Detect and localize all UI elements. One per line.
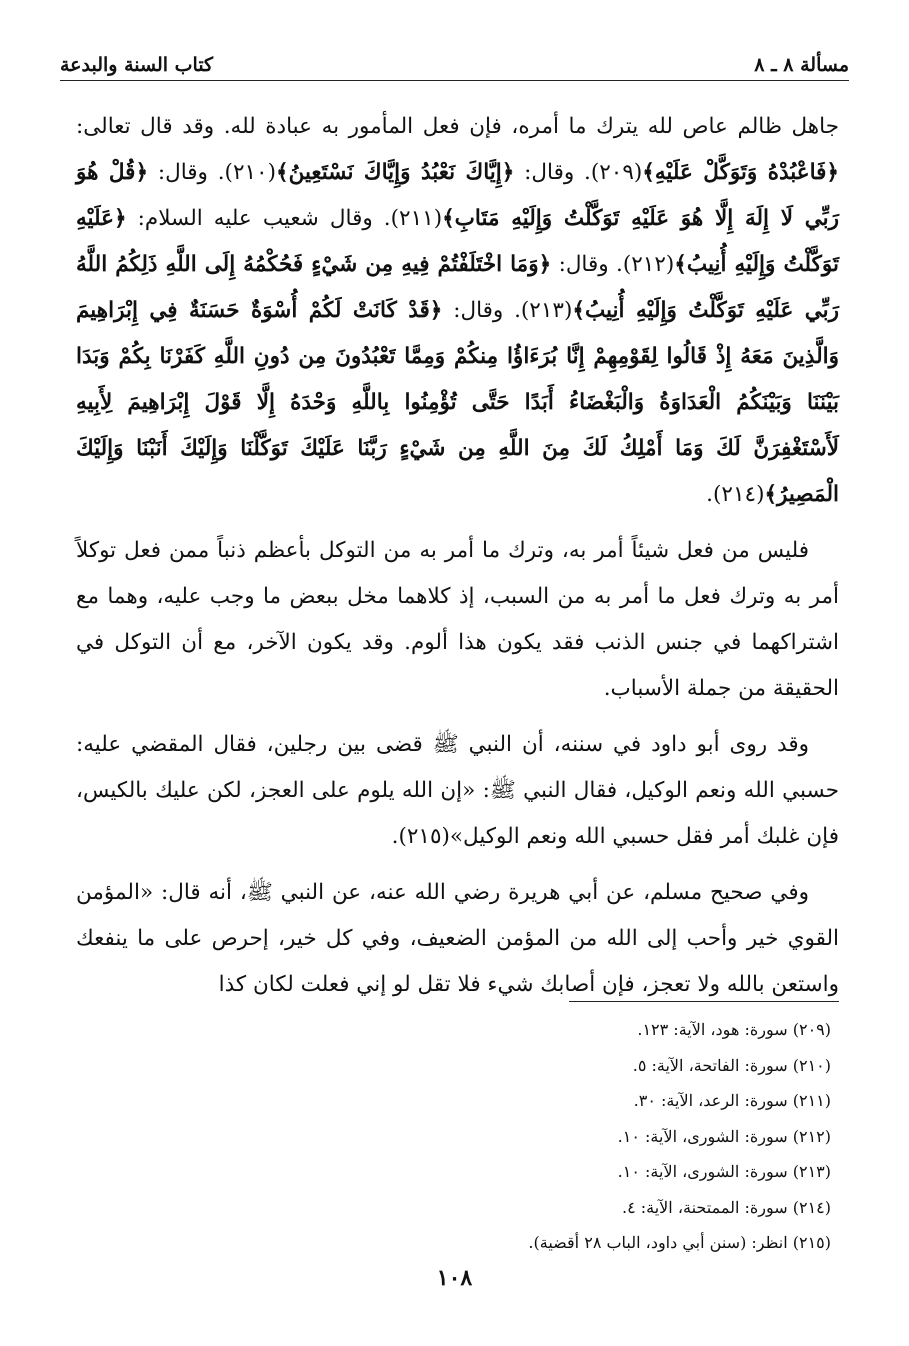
paragraph-sahih-muslim: وفي صحيح مسلم، عن أبي هريرة رضي الله عنه، عن النبي ﷺ، أنه قال: «المؤمن القوي خير وأحب إلى الله من المؤمن الضعيف، وفي كل خير، إحرص على ما ينفعك واستعن بالله ولا تعجز، فإن أصابك شيء فلا تقل لو إني فعلت لكان كذا <box>76 880 839 997</box>
footnote-213: (٢١٣) سورة: الشورى، الآية: ١٠. <box>617 1162 831 1181</box>
footnote-209: (٢٠٩) سورة: هود، الآية: ١٢٣. <box>637 1020 831 1039</box>
running-header <box>60 40 849 81</box>
prose-segment: (٢١٤). <box>706 482 765 507</box>
footnote-211: (٢١١) سورة: الرعد، الآية: ٣٠. <box>633 1091 831 1110</box>
prose-segment: (٢٠٩). وقال: <box>514 160 643 185</box>
header-section-label: مسألة ٨ ـ ٨ <box>754 54 849 76</box>
prose-segment: (٢١١). وقال شعيب عليه السلام: <box>126 206 443 231</box>
quran-verse: ﴿عَلَيْهِ تَوَكَّلْتُ وَإِلَيْهِ أُنِيبُ﴾ <box>76 206 839 277</box>
quran-verse: ﴿قَدْ كَانَتْ لَكُمْ أُسْوَةٌ حَسَنَةٌ فِي إِبْرَاهِيمَ وَالَّذِينَ مَعَهُ إِذْ قَالُوا لِقَوْمِهِمْ إِنَّا بُرَءَاؤُا مِنكُمْ وَمِمَّا تَعْبُدُونَ مِن دُونِ اللَّهِ كَفَرْنَا بِكُمْ وَبَدَا بَيْنَنَا وَبَيْنَكُمُ الْعَدَاوَةُ وَالْبَغْضَاءُ أَبَدًا حَتَّى تُؤْمِنُوا بِاللَّهِ وَحْدَهُ إِلَّا قَوْلَ إِبْرَاهِيمَ لِأَبِيهِ لَأَسْتَغْفِرَنَّ لَكَ وَمَا أَمْلِكُ لَكَ مِنَ اللَّهِ مِن شَيْءٍ رَبَّنَا عَلَيْكَ تَوَكَّلْنَا وَإِلَيْكَ أَنَبْنَا وَإِلَيْكَ الْمَصِيرُ﴾ <box>76 298 839 507</box>
main-text <box>76 104 839 1008</box>
paragraph-abu-dawud: وقد روى أبو داود في سننه، أن النبي ﷺ قضى بين رجلين، فقال المقضي عليه: حسبي الله ونعم الوكيل، فقال النبي ﷺ: «إن الله يلوم على العجز، لكن عليك بالكيس، فإن غلبك أمر فقل حسبي الله ونعم الوكيل»(٢١٥). <box>76 732 839 849</box>
footnote-215: (٢١٥) انظر: (سنن أبي داود، الباب ٢٨ أقضية). <box>528 1233 831 1252</box>
prose-segment: (٢١٢). وقال: <box>551 252 675 277</box>
footnotes <box>120 1012 831 1261</box>
quran-verse: ﴿إِيَّاكَ نَعْبُدُ وَإِيَّاكَ نَسْتَعِينُ﴾ <box>275 160 515 185</box>
footnote-210: (٢١٠) سورة: الفاتحة، الآية: ٥. <box>632 1055 831 1075</box>
quran-verse: ﴿قُلْ هُوَ رَبِّي لَا إِلَهَ إِلَّا هُوَ عَلَيْهِ تَوَكَّلْتُ وَإِلَيْهِ مَتَابِ﴾ <box>76 160 839 231</box>
footnote-212: (٢١٢) سورة: الشورى، الآية: ١٠. <box>617 1126 831 1146</box>
prose-segment: (٢١٠). وقال: <box>148 160 276 185</box>
quran-verse: ﴿فَاعْبُدْهُ وَتَوَكَّلْ عَلَيْهِ﴾ <box>642 160 840 185</box>
page-number: ١٠٨ <box>436 1265 473 1291</box>
footnote-separator <box>569 1001 839 1002</box>
prose-segment: جاهل ظالم عاص لله يترك ما أمره، فإن فعل المأمور به عبادة لله. وقد قال تعالى: <box>76 114 839 139</box>
prose-segment: (٢١٣). وقال: <box>442 298 573 323</box>
footnote-214: (٢١٤) سورة: الممتحنة، الآية: ٤. <box>621 1197 831 1217</box>
paragraph-quran-citations <box>76 104 839 518</box>
header-book-title: كتاب السنة والبدعة <box>60 54 214 76</box>
paragraph-tawakkul: فليس من فعل شيئاً أمر به، وترك ما أمر به من التوكل بأعظم ذنباً ممن فعل توكلاً أمر به وترك فعل ما أمر به من السبب، إذ كلاهما مخل ببعض ما وجب عليه، وهما مع اشتراكهما في جنس الذنب فقد يكون هذا ألوم. وقد يكون الآخر، مع أن التوكل في الحقيقة من جملة الأسباب. <box>76 538 839 701</box>
quran-verse: ﴿وَمَا اخْتَلَفْتُمْ فِيهِ مِن شَيْءٍ فَحُكْمُهُ إِلَى اللَّهِ ذَلِكُمُ اللَّهُ رَبِّي عَلَيْهِ تَوَكَّلْتُ وَإِلَيْهِ أُنِيبُ﴾ <box>76 252 839 323</box>
